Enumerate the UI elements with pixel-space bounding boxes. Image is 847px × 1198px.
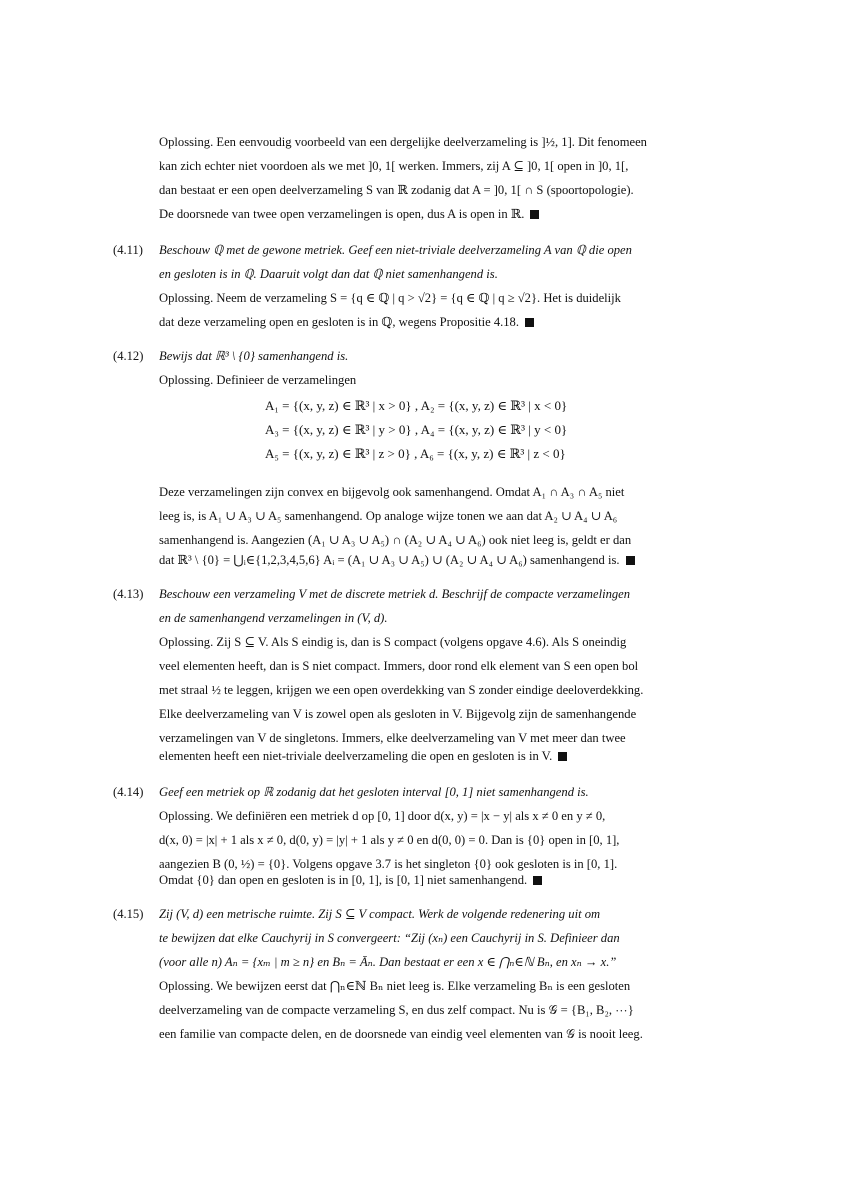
ex412-after-3: samenhangend is. Aangezien (A₁ ∪ A₃ ∪ A₅) ∩ (A₂ ∪ A₄ ∪ A₆) ook niet leeg is, geldt er dan xyxy=(159,533,632,547)
prev-line-3: dan bestaat er een open deelverzameling S van ℝ zodanig dat A = ]0, 1[ ∩ S (spoortopologie). xyxy=(159,183,634,197)
qed-mark xyxy=(558,752,567,761)
ex413-line-8: elementen heeft een niet-triviale deelverzameling die open en gesloten is in V. xyxy=(159,748,739,764)
ex412-after-4: dat ℝ³ \ {0} = ⋃ᵢ∈{1,2,3,4,5,6} Aᵢ = (A₁ ∪ A₃ ∪ A₅) ∪ (A₂ ∪ A₄ ∪ A₆) samenhangend is. xyxy=(159,552,739,568)
ex412-line-1: Bewijs dat ℝ³ \ {0} samenhangend is. xyxy=(159,349,349,363)
exercise-number: (4.14) xyxy=(113,785,144,799)
ex411-line-2: en gesloten is in ℚ. Daaruit volgt dan dat ℚ niet samenhangend is. xyxy=(159,267,498,281)
prev-line-4: De doorsnede van twee open verzamelingen is open, dus A is open in ℝ. xyxy=(159,206,739,222)
ex413-line-5: met straal ½ te leggen, krijgen we een open overdekking van S zonder eindige deeloverdekking. xyxy=(159,683,644,697)
ex412-after-1: Deze verzamelingen zijn convex en bijgevolg ook samenhangend. Omdat A₁ ∩ A₃ ∩ A₅ niet xyxy=(159,485,625,499)
equation-line: A₅ = {(x, y, z) ∈ ℝ³ | z > 0} , A₆ = {(x, y, z) ∈ ℝ³ | z < 0} xyxy=(265,446,566,461)
ex414-line-5: Omdat {0} dan open en gesloten is in [0, 1], is [0, 1] niet samenhangend. xyxy=(159,872,739,888)
qed-mark xyxy=(626,556,635,565)
ex411-line-1: Beschouw ℚ met de gewone metriek. Geef een niet-triviale deelverzameling A van ℚ die open xyxy=(159,243,632,257)
exercise-number: (4.13) xyxy=(113,587,144,601)
exercise-number: (4.11) xyxy=(113,243,143,257)
ex415-line-2: te bewijzen dat elke Cauchyrij in S convergeert: “Zij (xₙ) een Cauchyrij in S. Definieer dan xyxy=(159,931,620,945)
ex415-line-4: Oplossing. We bewijzen eerst dat ⋂ₙ∈ℕ Bₙ niet leeg is. Elke verzameling Bₙ is een gesloten xyxy=(159,979,631,993)
qed-mark xyxy=(525,318,534,327)
qed-mark xyxy=(530,210,539,219)
ex412-line-2: Oplossing. Definieer de verzamelingen xyxy=(159,373,357,387)
ex411-line-3: Oplossing. Neem de verzameling S = {q ∈ ℚ | q > √2} = {q ∈ ℚ | q ≥ √2}. Het is duidelijk xyxy=(159,291,621,305)
ex415-line-3: (voor alle n) Aₙ = {xₘ | m ≥ n} en Bₙ = Āₙ. Dan bestaat er een x ∈ ⋂ₙ∈ℕ Bₙ, en xₙ → x.” xyxy=(159,955,617,969)
ex413-line-2: en de samenhangend verzamelingen in (V, d). xyxy=(159,611,388,625)
exercise-number: (4.12) xyxy=(113,349,144,363)
ex413-line-7: verzamelingen van V de singletons. Immers, elke deelverzameling van V met meer dan twee xyxy=(159,731,626,745)
equation-line: A₁ = {(x, y, z) ∈ ℝ³ | x > 0} , A₂ = {(x, y, z) ∈ ℝ³ | x < 0} xyxy=(265,398,568,413)
ex415-line-6: een familie van compacte delen, en de doorsnede van eindig veel elementen van 𝒢 is nooit leeg. xyxy=(159,1027,643,1041)
qed-mark xyxy=(533,876,542,885)
ex411-line-4: dat deze verzameling open en gesloten is in ℚ, wegens Propositie 4.18. xyxy=(159,314,739,330)
ex415-line-5: deelverzameling van de compacte verzameling S, en dus zelf compact. Nu is 𝒢 = {B₁, B₂, ⋯} xyxy=(159,1003,634,1017)
ex413-line-1: Beschouw een verzameling V met de discrete metriek d. Beschrijf de compacte verzamelingen xyxy=(159,587,631,601)
ex415-line-1: Zij (V, d) een metrische ruimte. Zij S ⊆ V compact. Werk de volgende redenering uit om xyxy=(159,907,601,921)
exercise-number: (4.15) xyxy=(113,907,144,921)
prev-line-1: Oplossing. Een eenvoudig voorbeeld van een dergelijke deelverzameling is ]½, 1]. Dit fenomeen xyxy=(159,135,647,149)
prev-line-2: kan zich echter niet voordoen als we met ]0, 1[ werken. Immers, zij A ⊆ ]0, 1[ open in ]0, 1[, xyxy=(159,159,629,173)
equation-line: A₃ = {(x, y, z) ∈ ℝ³ | y > 0} , A₄ = {(x, y, z) ∈ ℝ³ | y < 0} xyxy=(265,422,568,437)
ex413-line-6: Elke deelverzameling van V is zowel open als gesloten in V. Bijgevolg zijn de samenhangende xyxy=(159,707,637,721)
ex414-line-2: Oplossing. We definiëren een metriek d op [0, 1] door d(x, y) = |x − y| als x ≠ 0 en y ≠ 0, xyxy=(159,809,606,823)
ex414-line-1: Geef een metriek op ℝ zodanig dat het gesloten interval [0, 1] niet samenhangend is. xyxy=(159,785,589,799)
ex413-line-4: veel elementen heeft, dan is S niet compact. Immers, door rond elk element van S een open bol xyxy=(159,659,639,673)
ex413-line-3: Oplossing. Zij S ⊆ V. Als S eindig is, dan is S compact (volgens opgave 4.6). Als S oneindig xyxy=(159,635,627,649)
ex414-line-4: aangezien B (0, ½) = {0}. Volgens opgave 3.7 is het singleton {0} ook gesloten is in [0, 1]. xyxy=(159,857,618,871)
ex412-after-2: leeg is, is A₁ ∪ A₃ ∪ A₅ samenhangend. Op analoge wijze tonen we aan dat A₂ ∪ A₄ ∪ A₆ xyxy=(159,509,618,523)
ex414-line-3: d(x, 0) = |x| + 1 als x ≠ 0, d(0, y) = |y| + 1 als y ≠ 0 en d(0, 0) = 0. Dan is {0} open in [0, 1], xyxy=(159,833,620,847)
